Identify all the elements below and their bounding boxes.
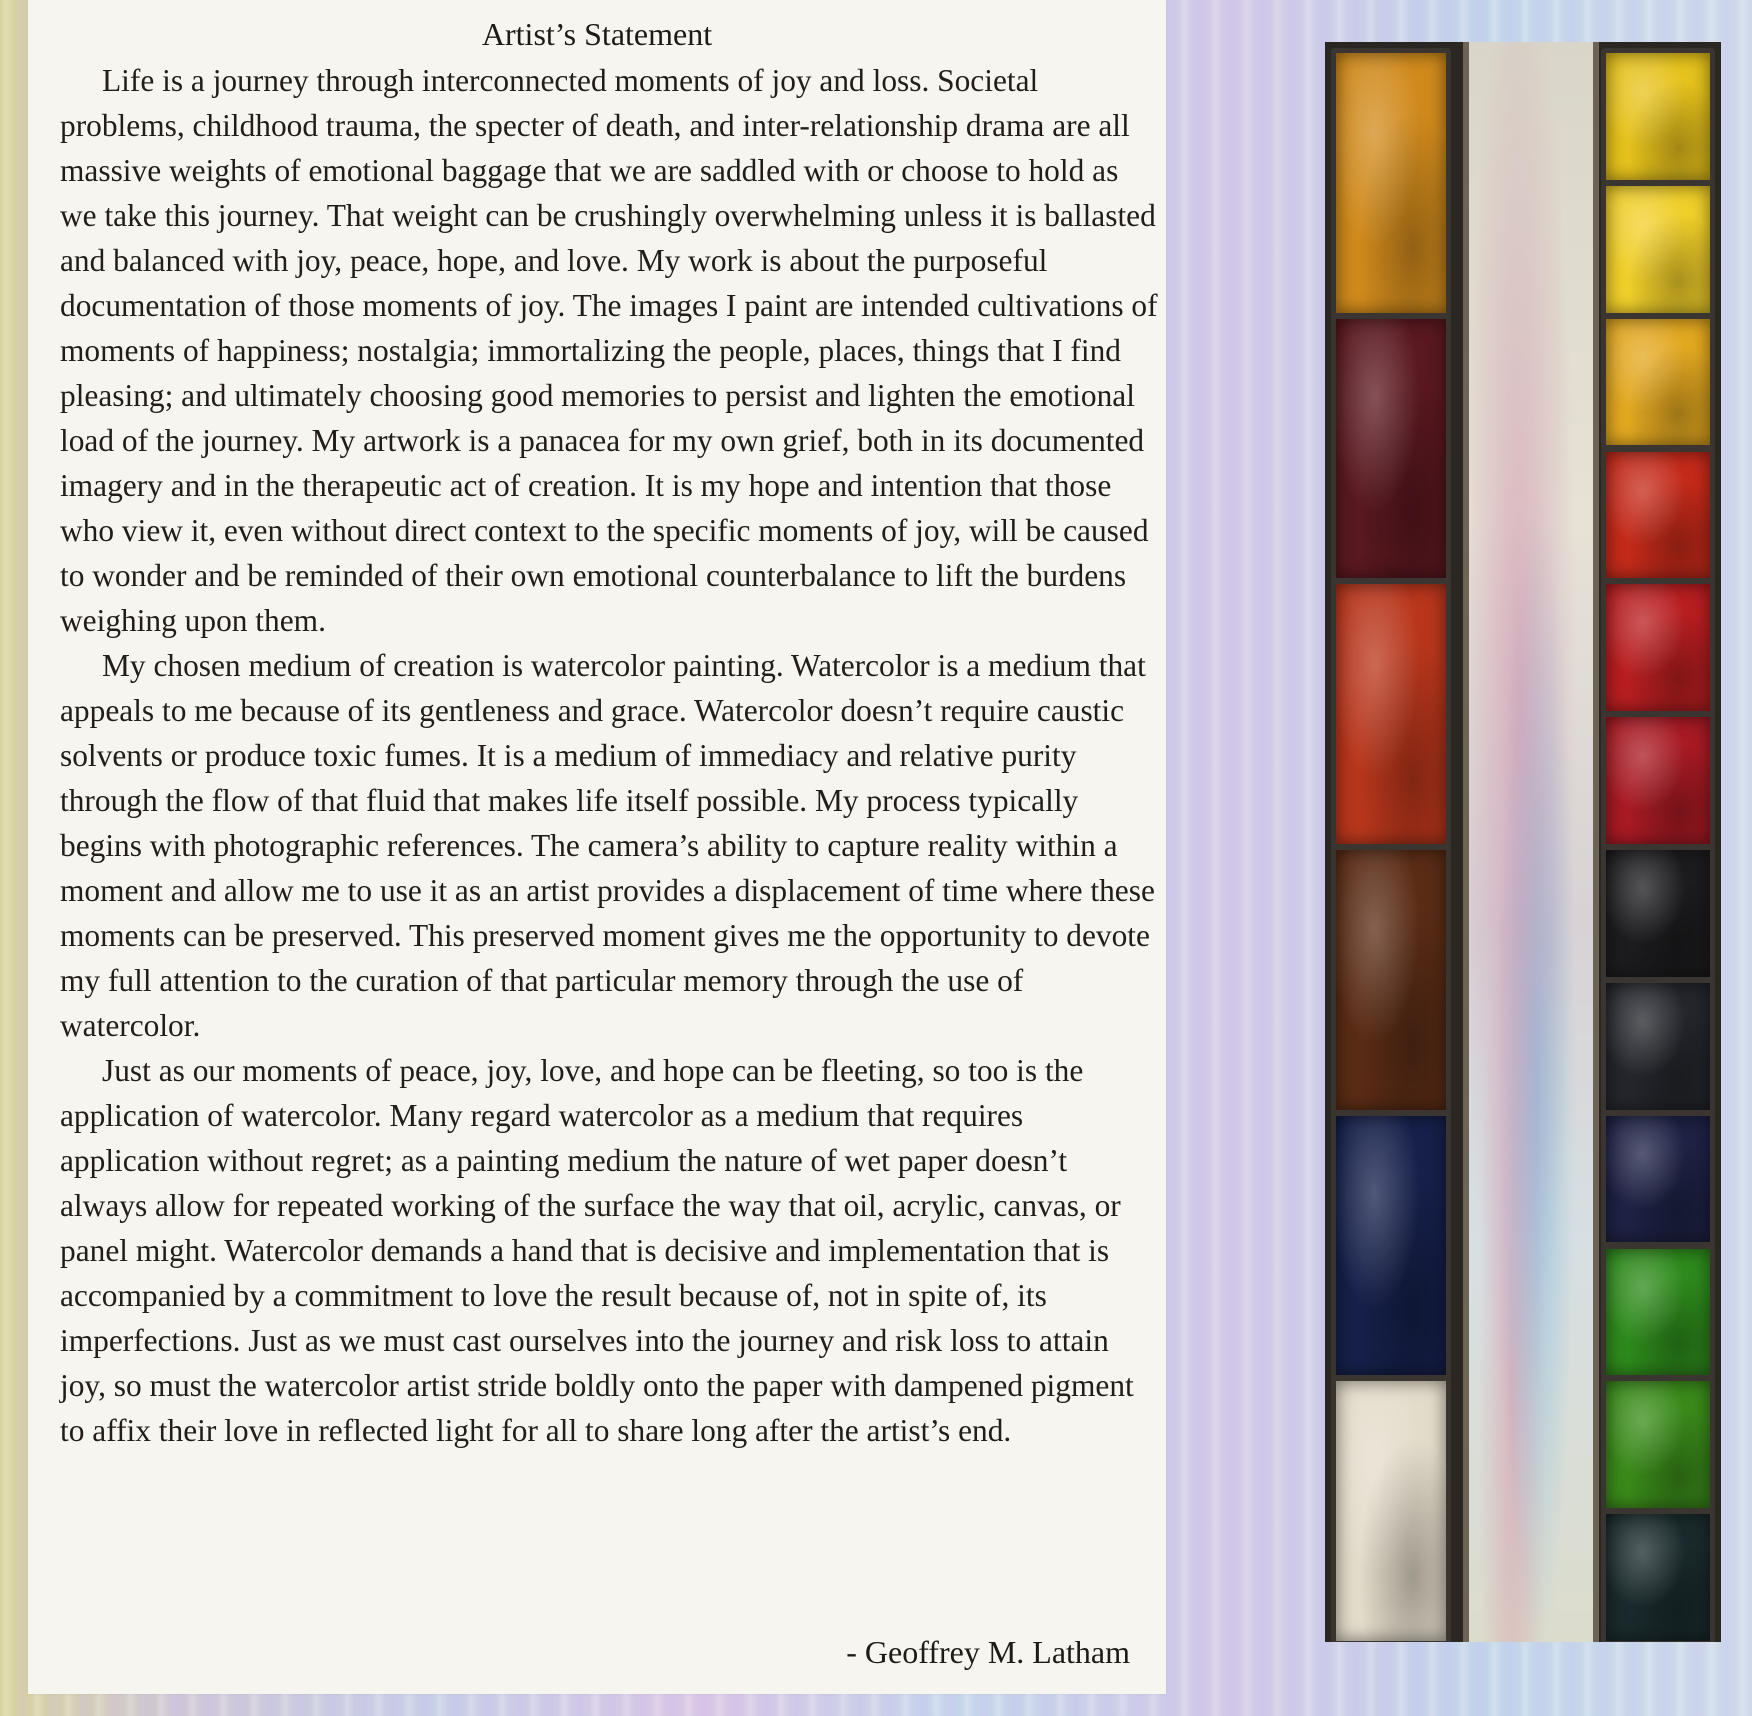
- paint-pan: [1601, 1509, 1715, 1642]
- palette-left-column: [1325, 42, 1457, 1642]
- artist-signature: - Geoffrey M. Latham: [846, 1634, 1130, 1670]
- paint-pan: [1601, 1111, 1715, 1248]
- palette-mixing-well: [1463, 42, 1599, 1642]
- statement-body: [60, 58, 1160, 1453]
- paint-pan: [1331, 579, 1451, 849]
- paragraph-1: Life is a journey through interconnected moments of joy and loss. Societal problems, childhood trauma, the specter of death, and inter-relationship drama are all massive weights of emotional baggage that we are saddled with or choose to hold as we take this journey. That weight can be crushingly overwhelming unless it is ballasted and balanced with joy, peace, hope, and love. My work is about the purposeful documentation of those moments of joy. The images I paint are intended cultivations of moments of happiness; nostalgia; immortalizing the people, places, things that I find pleasing; and ultimately choosing good memories to persist and lighten the emotional load of the journey. My artwork is a panacea for my own grief, both in its documented imagery and in the therapeutic act of creation. It is my hope and intention that those who view it, even without direct context to the specific moments of joy, will be caused to wonder and be reminded of their own emotional counterbalance to lift the burdens weighing upon them.: [60, 63, 1158, 638]
- palette-right-column: [1595, 42, 1721, 1642]
- paint-pan: [1601, 314, 1715, 451]
- paint-pan: [1331, 314, 1451, 584]
- paint-pan: [1601, 978, 1715, 1115]
- paint-pan: [1601, 579, 1715, 716]
- paint-pan: [1331, 48, 1451, 318]
- watercolor-palette-image: [1325, 42, 1721, 1642]
- paint-pan: [1331, 1376, 1451, 1642]
- paint-pan: [1331, 1111, 1451, 1381]
- paragraph-3: Just as our moments of peace, joy, love, and hope can be fleeting, so too is the application of watercolor. Many regard watercolor as a medium that requires application without regret; as a painting medium the nature of wet paper doesn’t always allow for repeated working of the surface the way that oil, acrylic, canvas, or panel might. Watercolor demands a hand that is decisive and implementation that is accompanied by a commitment to love the result because of, not in spite of, its imperfections. Just as we must cast ourselves into the journey and risk loss to attain joy, so must the watercolor artist stride boldly onto the paper with dampened pigment to affix their love in reflected light for all to share long after the artist’s end.: [60, 1053, 1134, 1448]
- paint-pan: [1331, 845, 1451, 1115]
- paint-pan: [1601, 1376, 1715, 1513]
- statement-page: [28, 0, 1166, 1694]
- paint-pan: [1601, 447, 1715, 584]
- paint-pan: [1601, 1244, 1715, 1381]
- paragraph-2: My chosen medium of creation is watercolor painting. Watercolor is a medium that appeals to me because of its gentleness and grace. Watercolor doesn’t require caustic solvents or produce toxic fumes. It is a medium of immediacy and relative purity through the flow of that fluid that makes life itself possible. My process typically begins with photographic references. The camera’s ability to capture reality within a moment and allow me to use it as an artist provides a displacement of time where these moments can be preserved. This preserved moment gives me the opportunity to devote my full attention to the curation of that particular memory through the use of watercolor.: [60, 648, 1155, 1043]
- paint-pan: [1601, 181, 1715, 318]
- paint-pan: [1601, 712, 1715, 849]
- paint-pan: [1601, 845, 1715, 982]
- page-title: Artist’s Statement: [481, 16, 713, 52]
- paint-pan: [1601, 48, 1715, 185]
